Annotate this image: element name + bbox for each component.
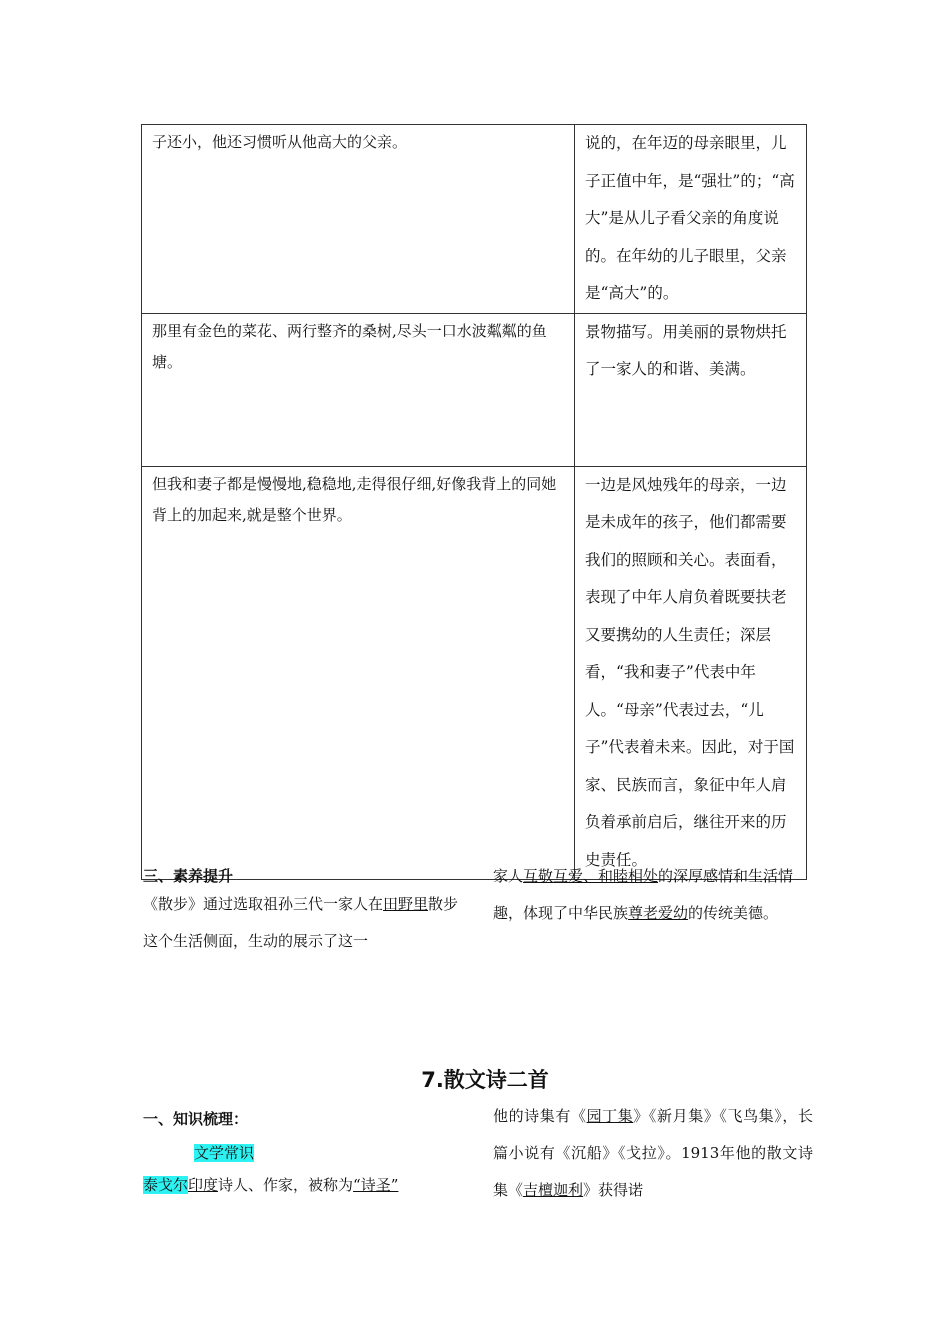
lesson-title: 7.散文诗二首 [421,1068,549,1092]
works-text-2: 》《新月集》《飞鸟集》，长篇小说有《沉船》《戈拉》。1913年他的散文诗集《 [493,1107,813,1199]
table-cell-text: 子还小，他还习惯听从他高大的父亲。 [142,125,575,314]
table-row [142,466,807,880]
underlined-phrase: 互敬互爱、和睦相处 [523,867,659,885]
section3-paragraph [143,886,463,960]
section3-text-1: 《散步》通过选取祖孙三代一家人在 [143,895,384,913]
literature-subheading: 文学常识 [194,1144,255,1162]
author-desc: 诗人、作家，被称为 [218,1176,354,1194]
lesson-right-column [493,1098,813,1209]
table-cell-text: 但我和妻子都是慢慢地,稳稳地,走得很仔细,好像我背上的同她背上的加起来,就是整个世界。 [142,466,575,880]
works-text-1: 他的诗集有《 [493,1107,587,1125]
works-text-3: 》获得诺 [583,1181,644,1199]
table-cell-note: 一边是风烛残年的母亲，一边是未成年的孩子，他们都需要我们的照顾和关心。表面看，表现了中年人肩负着既要扶老又要携幼的人生责任；深层看，“我和妻子”代表中年人。“母亲”代表过去，“儿子”代表着未来。因此，对于国家、民族而言，象征中年人肩负着承前启后，继往开来的历史责任。 [575,466,807,880]
underlined-phrase: 尊老爱幼 [628,904,689,922]
section3-text-3: 家人 [493,867,524,885]
section3-heading: 三、素养提升 [143,867,234,885]
knowledge-heading: 一、知识梳理： [143,1110,249,1128]
author-country: 印度 [188,1176,219,1194]
lesson-left-column [143,1105,463,1200]
section3-left-column [143,862,463,960]
table-row [142,125,807,314]
table-cell-note: 说的，在年迈的母亲眼里，儿子正值中年，是“强壮”的；“高大”是从儿子看父亲的角度说的。在年幼的儿子眼里，父亲是“高大”的。 [575,125,807,314]
author-line [143,1170,463,1200]
author-title: “诗圣” [353,1176,399,1194]
section3-text-4: 的深厚感情和生活情趣，体现了中华民族 [493,867,794,922]
section3-text-5: 的传统美德。 [688,904,779,922]
analysis-table [141,124,807,880]
table-cell-note: 景物描写。用美丽的景物烘托了一家人的和谐、美满。 [575,313,807,466]
book-title: 吉檀迦利 [523,1181,584,1199]
table-row [142,313,807,466]
literature-subheading-row [143,1141,463,1165]
book-title: 园丁集 [586,1107,634,1125]
underlined-phrase: 田野里 [383,895,429,913]
section3-right-column [493,858,813,932]
author-name: 泰戈尔 [143,1176,189,1194]
section3-text-2: 散步这个生活侧面，生动的展示了这一 [143,895,459,950]
table-cell-text: 那里有金色的菜花、两行整齐的桑树,尽头一口水波粼粼的鱼塘。 [142,313,575,466]
